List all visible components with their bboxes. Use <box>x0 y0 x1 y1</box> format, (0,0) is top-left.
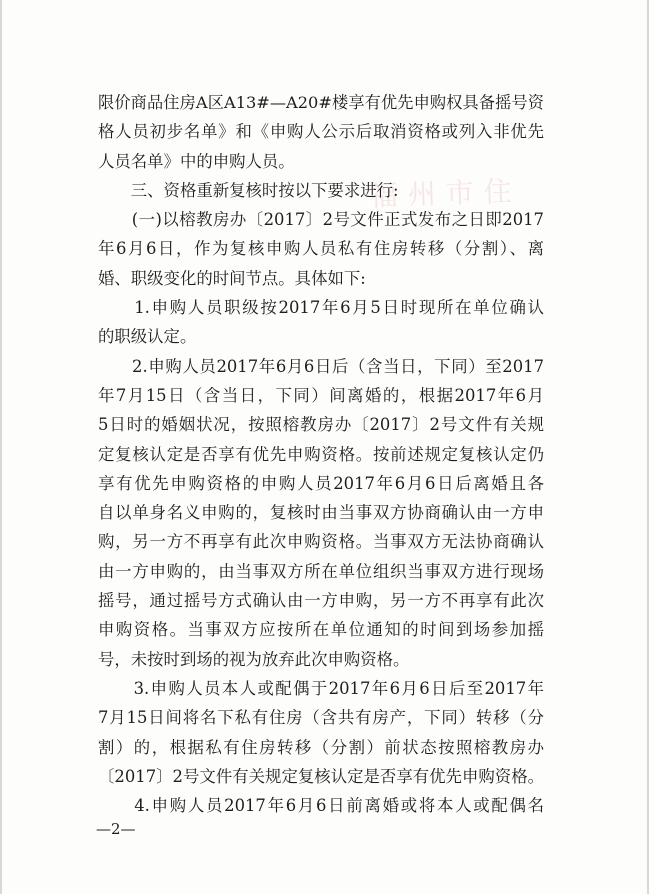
text-line: 定复核认定是否享有优先申购资格。按前述规定复核认定仍 <box>98 444 544 464</box>
text-line: 由一方申购的，由当事双方所在单位组织当事双方进行现场 <box>98 561 544 581</box>
scan-edge-left <box>0 0 2 894</box>
text-line: 年6月6日，作为复核申购人员私有住房转移（分割）、离 <box>98 239 544 259</box>
text-line: 1.申购人员职级按2017年6月5日时现所在单位确认 <box>98 298 544 318</box>
bleed-through-stamp: 福州市住 <box>369 174 523 213</box>
text-line: 享有优先申购资格的申购人员2017年6月6日后离婚且各 <box>98 473 544 493</box>
text-line: 3.申购人员本人或配偶于2017年6月6日后至2017年 <box>98 678 544 698</box>
text-line: 人员名单》中的申购人员。 <box>98 151 295 171</box>
text-line: 自以单身名义申购的，复核时由当事双方协商确认由一方申 <box>98 503 544 523</box>
text-line: 限价商品住房A区A13#—A20#楼享有优先申购权具备摇号资 <box>98 93 544 112</box>
text-line: 〔2017〕2号文件有关规定复核认定是否享有优先申购资格。 <box>98 766 544 786</box>
body-text <box>98 88 544 820</box>
text-line: 2.申购人员2017年6月6日后（含当日，下同）至2017 <box>98 356 544 376</box>
text-line: 三、资格重新复核时按以下要求进行: <box>98 180 399 200</box>
text-line: 的职级认定。 <box>98 327 197 347</box>
text-line: 号，未按时到场的视为放弃此次申购资格。 <box>98 649 410 669</box>
text-line: 购，另一方不再享有此次申购资格。当事双方无法协商确认 <box>98 532 544 552</box>
text-line: 摇号，通过摇号方式确认由一方申购，另一方不再享有此次 <box>98 591 544 611</box>
text-line: 4.申购人员2017年6月6日前离婚或将本人或配偶名 <box>98 796 544 816</box>
text-line: 格人员初步名单》和《申购人公示后取消资格或列入非优先 <box>98 122 544 142</box>
text-line: (一)以榕教房办〔2017〕2号文件正式发布之日即2017 <box>98 210 544 230</box>
text-line: 申购资格。当事双方应按所在单位通知的时间到场参加摇 <box>98 620 544 640</box>
text-line: 婚、职级变化的时间节点。具体如下: <box>98 268 366 288</box>
text-line: 割）的，根据私有住房转移（分割）前状态按照榕教房办 <box>98 737 544 757</box>
text-line: 7月15日间将名下私有住房（含共有房产，下同）转移（分 <box>98 708 544 728</box>
text-line: 年7月15日（含当日，下同）间离婚的，根据2017年6月 <box>98 385 544 405</box>
text-line: 5日时的婚姻状况，按照榕教房办〔2017〕2号文件有关规 <box>98 415 544 435</box>
page-number: —2— <box>96 820 136 838</box>
